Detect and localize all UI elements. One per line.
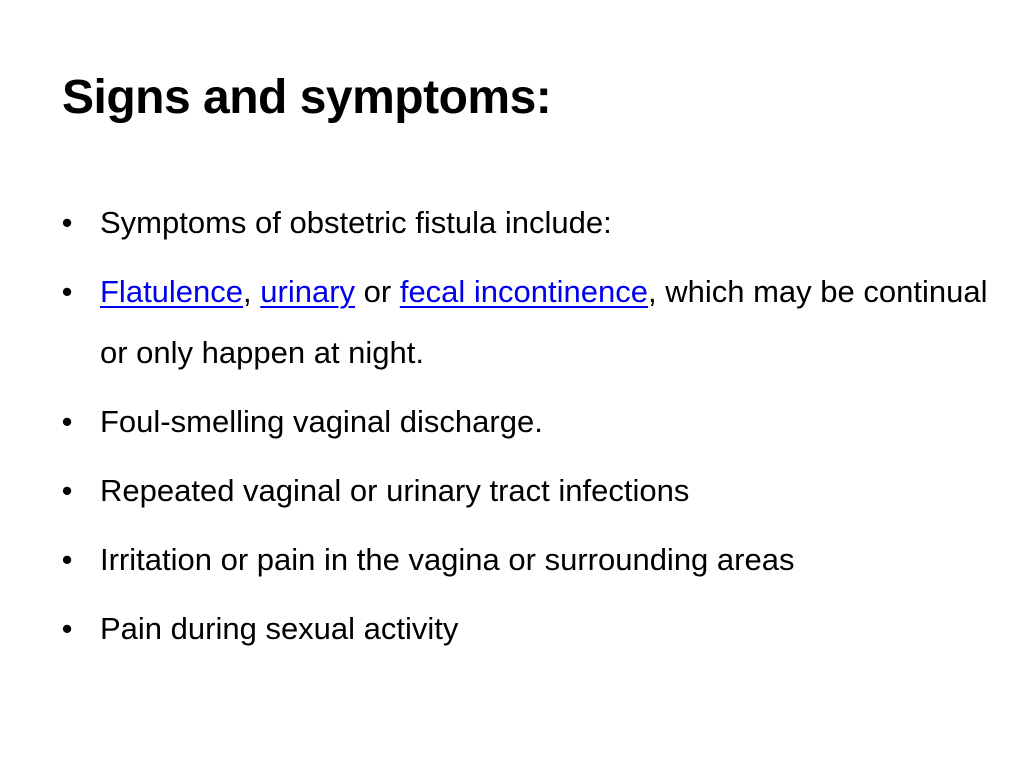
bullet-item-infections (58, 460, 988, 521)
bullet-text: Repeated vaginal or urinary tract infections (100, 473, 690, 508)
link-urinary[interactable]: urinary (260, 274, 356, 309)
bullet-text: , which may be continual or only happen at night. (100, 274, 988, 370)
bullet-icon: • (61, 542, 73, 577)
bullet-text: Pain during sexual activity (100, 611, 459, 646)
bullet-item-incontinence (58, 261, 988, 383)
slide-title: Signs and symptoms: (62, 71, 552, 124)
link-fecal-incontinence[interactable]: fecal incontinence (399, 274, 648, 309)
bullet-item-discharge (58, 391, 988, 452)
bullet-icon: • (61, 473, 73, 508)
bullet-item-symptoms-intro (58, 192, 988, 253)
bullet-icon: • (61, 274, 73, 309)
separator-text: , (243, 274, 261, 309)
link-flatulence[interactable]: Flatulence (100, 274, 244, 309)
bullet-item-pain (58, 598, 988, 659)
bullet-icon: • (61, 205, 73, 240)
bullet-text: Irritation or pain in the vagina or surrounding areas (100, 542, 795, 577)
bullet-icon: • (61, 404, 73, 439)
bullet-item-irritation (58, 529, 988, 590)
bullet-text: Symptoms of obstetric fistula include: (100, 205, 612, 240)
bullet-list (58, 192, 988, 667)
bullet-text: Foul-smelling vaginal discharge. (100, 404, 543, 439)
separator-text: or (355, 274, 400, 309)
bullet-icon: • (61, 611, 73, 646)
